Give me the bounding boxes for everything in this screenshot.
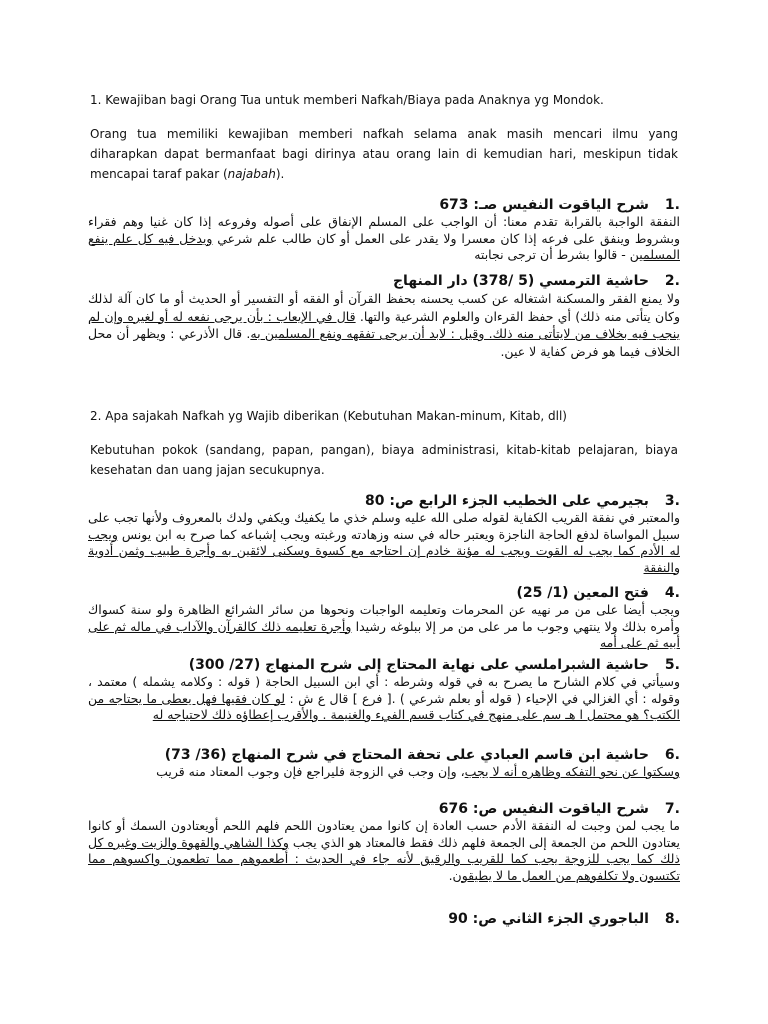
reference-1-title-text: شرح الياقوت النفيس صـ: 673 <box>439 197 649 213</box>
reference-4-number: .4 <box>664 585 680 601</box>
reference-4-title <box>88 584 680 602</box>
reference-2-tail: . قال الأذرعي : ويظهر أن محل الخلاف فيما هو فرض كفاية لا عين. <box>88 326 680 359</box>
reference-7-number: .7 <box>664 801 680 817</box>
reference-8-number: .8 <box>664 911 680 927</box>
reference-6-number: .6 <box>664 747 680 763</box>
reference-5-body <box>88 674 680 724</box>
answer-1-term: najabah <box>227 167 276 181</box>
answer-1-end: ). <box>275 167 285 181</box>
reference-1-tail: - قالوا بشرط أن ترجى نجابته <box>474 247 630 262</box>
reference-6-underlined: وسكتوا عن نحو التفكه وظاهره أنه لا يجب <box>464 764 680 779</box>
reference-5-underlined: لو كان فقيها فهل يعطى ما يحتاجه من الكتب؟ هو محتمل ا هـ سم على منهج في كتاب قسم الفيء والغنيمة . والأقرب إعطاؤه ذلك لاحتياجه له <box>88 690 680 722</box>
reference-6-tail: ، وإن وجب في الزوجة فليراجع فإن وجوب المعتاد منه قريب <box>156 764 465 779</box>
reference-7-title-text: شرح الياقوت النفيس ص: 676 <box>438 801 649 817</box>
reference-4-body <box>88 602 680 652</box>
answer-1 <box>90 124 678 184</box>
reference-3-underlined: ويجب له الأدم كما يجب له القوت ويجب له مؤنة خادم إن احتاجه مع كسوة وسكنى لائقين به وأجرة طبيب وثمن أدوية والنفقة <box>88 526 680 575</box>
reference-5-number: .5 <box>664 657 680 673</box>
reference-2-body <box>88 290 680 360</box>
reference-1-text: النفقة الواجبة بالقرابة تقدم معنا: أن الواجب على المسلم الإنفاق على أصوله وفروعه إذا كان غنيا وهم فقراء وبشروط وينفق على فرعه إذا كان معسرا ولا يقدر على العمل أو كان طالب علم شرعي <box>88 214 680 246</box>
reference-3-number: .3 <box>664 493 680 509</box>
reference-2-underlined: قال في الإيعاب : بأن يرجى نفعه له أو لغيره وإن لم ينجب فيه بخلاف من لايتأتى منه ذلك. وقيل : لابد أن يرجى تفقهه ونفع المسلمين به <box>88 308 680 341</box>
reference-4-text: ويجب أيضا على من مر نهيه عن المحرمات وتعليمه الواجبات ونحوها من سائر الشرائع الظاهرة ولو سنة كسواك وأمره بذلك ولا ينتهي وجوب ما مر على من مر إلا ببلوغه رشيدا <box>88 602 680 634</box>
question-1: 1. Kewajiban bagi Orang Tua untuk memberi Nafkah/Biaya pada Anaknya yg Mondok. <box>90 93 604 107</box>
reference-4-underlined: وأجرة تعليمه ذلك كالقرآن والآداب في ماله ثم على أبيه ثم على أمه <box>88 618 680 650</box>
question-2: 2. Apa sajakah Nafkah yg Wajib diberikan (Kebutuhan Makan-minum, Kitab, dll) <box>90 409 567 423</box>
reference-5-title-text: حاشية الشبراملسي على نهاية المحتاج إلى شرح المنهاج (27/ 300) <box>188 657 649 673</box>
reference-3-text: والمعتبر في نفقة القريب الكفاية لقوله صلى الله عليه وسلم خذي ما يكفيك ويكفي ولدك بالمعروف ولأنها تجب على سبيل المواساة لدفع الحاجة الناجزة ويعتبر حاله في سنه وزهادته ورغبته ويجب إشباعه كما صرح به ابن يونس <box>88 510 680 542</box>
reference-2-text: ولا يمنع الفقر والمسكنة اشتغاله عن كسب يحسنه بحفظ القرآن أو الفقه أو التفسير أو الحديث أو ما كان آلة لذلك وكان يتأتى منه ذلك) أي حفظ القرءان والعلوم الشرعية والتها. <box>88 291 680 324</box>
reference-1-body <box>88 214 680 264</box>
reference-7-text: ما يجب لمن وجبت له النفقة الأدم حسب العادة إن كانوا ممن يعتادون اللحم فلهم اللحم أويعتادون السمك أو كانوا يعتادون اللحم من الجمعة إلى الجمعة فلهم ذلك فقط فالمعتاد هو الذي يجب <box>88 818 680 850</box>
reference-5-title <box>88 656 680 674</box>
reference-6-title-text: حاشية ابن قاسم العبادي على تحفة المحتاج في شرح المنهاج (36/ 73) <box>164 747 649 763</box>
reference-1-underlined: ويدخل فيه كل علم ينفع المسلمين <box>88 230 680 262</box>
reference-1-number: .1 <box>664 197 680 213</box>
reference-6-body <box>88 764 680 781</box>
reference-7-body <box>88 818 680 884</box>
reference-6-title <box>88 746 680 764</box>
reference-3-body <box>88 510 680 576</box>
reference-7-tail: . <box>448 867 453 883</box>
reference-8-title <box>88 910 680 928</box>
reference-3-title-text: بجيرمي على الخطيب الجزء الرابع ص: 80 <box>365 493 649 509</box>
reference-2-title-text: حاشية الترمسي (5 /378) دار المنهاج <box>392 273 649 289</box>
reference-4-title-text: فتح المعين (1/ 25) <box>516 585 649 601</box>
reference-8-title-text: الباجوري الجزء الثاني ص: 90 <box>448 911 649 927</box>
reference-1-title <box>88 196 680 214</box>
answer-2: Kebutuhan pokok (sandang, papan, pangan), biaya administrasi, kitab-kitab pelajaran, biaya kesehatan dan uang jajan secukupnya. <box>90 443 678 477</box>
reference-7-title <box>88 800 680 818</box>
reference-5-text: وسيأتي في كلام الشارح ما يصرح به في قوله وشرطه : أي ابن السبيل الحاجة ( قوله : وكلامه يشمله ) معتمد ، وقوله : أي الغزالي في الإحياء ( قوله أو بعلم شرعي ) .[ فرع ] قال ع ش : <box>88 674 680 706</box>
reference-7-underlined: وكذا الشاهي والقهوة والزيت وغيره كل ذلك كما يجب للزوجة يجب كما للقريب والرقيق لأنه جاء في الحديث : أطعموهم مما تطعمون واكسوهم مما تكتسون ولا تكلفوهم من العمل ما لا يطيقون <box>88 834 680 883</box>
reference-2-number: .2 <box>664 273 680 289</box>
reference-2-title <box>88 272 680 290</box>
reference-3-title <box>88 492 680 510</box>
answer-1-text: Orang tua memiliki kewajiban memberi nafkah selama anak masih mencari ilmu yang diharapkan dapat bermanfaat bagi dirinya atau orang lain di kemudian hari, meskipun tidak mencapai taraf pakar ( <box>90 127 678 181</box>
